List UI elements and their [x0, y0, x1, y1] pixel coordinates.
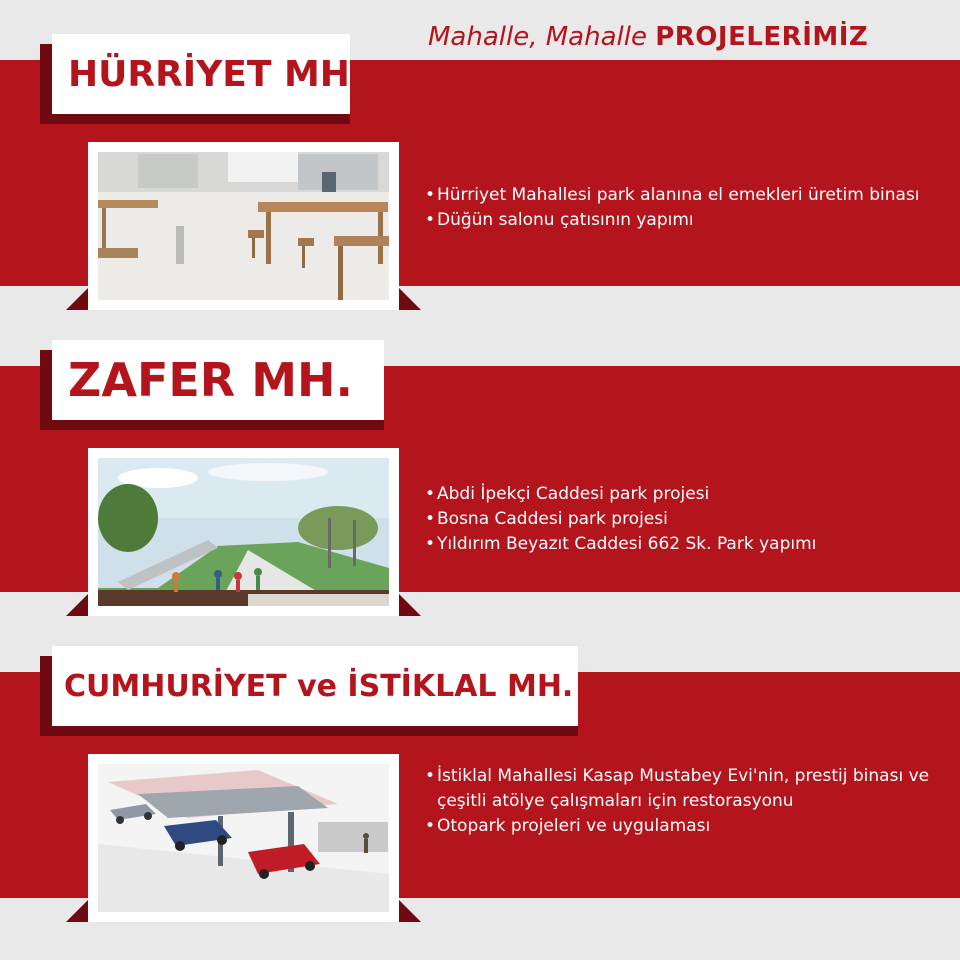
project-list — [425, 183, 945, 233]
section-photo-frame — [88, 448, 399, 616]
section-title: ZAFER MH. — [68, 353, 353, 407]
list-item: • İstiklal Mahallesi Kasap Mustabey Evi'nin, prestij binası ve çeşitli atölye çalışmaları için restorasyonu — [425, 764, 945, 814]
frame-fold — [66, 288, 88, 310]
frame-fold — [399, 594, 421, 616]
header-title — [428, 22, 948, 56]
header-title-bold: PROJELERİMİZ — [655, 22, 869, 52]
list-item: • Düğün salonu çatısının yapımı — [425, 208, 945, 233]
section-label-hurriyet — [52, 34, 364, 114]
frame-fold — [66, 900, 88, 922]
carport-photo — [98, 764, 389, 912]
list-item: • Hürriyet Mahallesi park alanına el emekleri üretim binası — [425, 183, 945, 208]
section-photo-frame — [88, 754, 399, 922]
section-title: CUMHURİYET ve İSTİKLAL MH. — [64, 668, 574, 704]
section-photo-frame — [88, 142, 399, 310]
section-title: HÜRRİYET MH. — [68, 53, 364, 95]
header-title-italic: Mahalle, Mahalle — [428, 22, 647, 52]
frame-fold — [399, 288, 421, 310]
frame-fold — [66, 594, 88, 616]
list-item: • Abdi İpekçi Caddesi park projesi — [425, 482, 945, 507]
list-item: • Otopark projeleri ve uygulaması — [425, 814, 945, 839]
workshop-interior-photo — [98, 152, 389, 300]
list-item: • Bosna Caddesi park projesi — [425, 507, 945, 532]
park-playground-photo — [98, 458, 389, 606]
frame-fold — [399, 900, 421, 922]
list-item: • Yıldırım Beyazıt Caddesi 662 Sk. Park yapımı — [425, 532, 945, 557]
section-label-zafer — [52, 340, 384, 420]
project-list — [425, 764, 945, 839]
section-label-cumhuriyet-istiklal — [52, 646, 578, 726]
project-list — [425, 482, 945, 557]
